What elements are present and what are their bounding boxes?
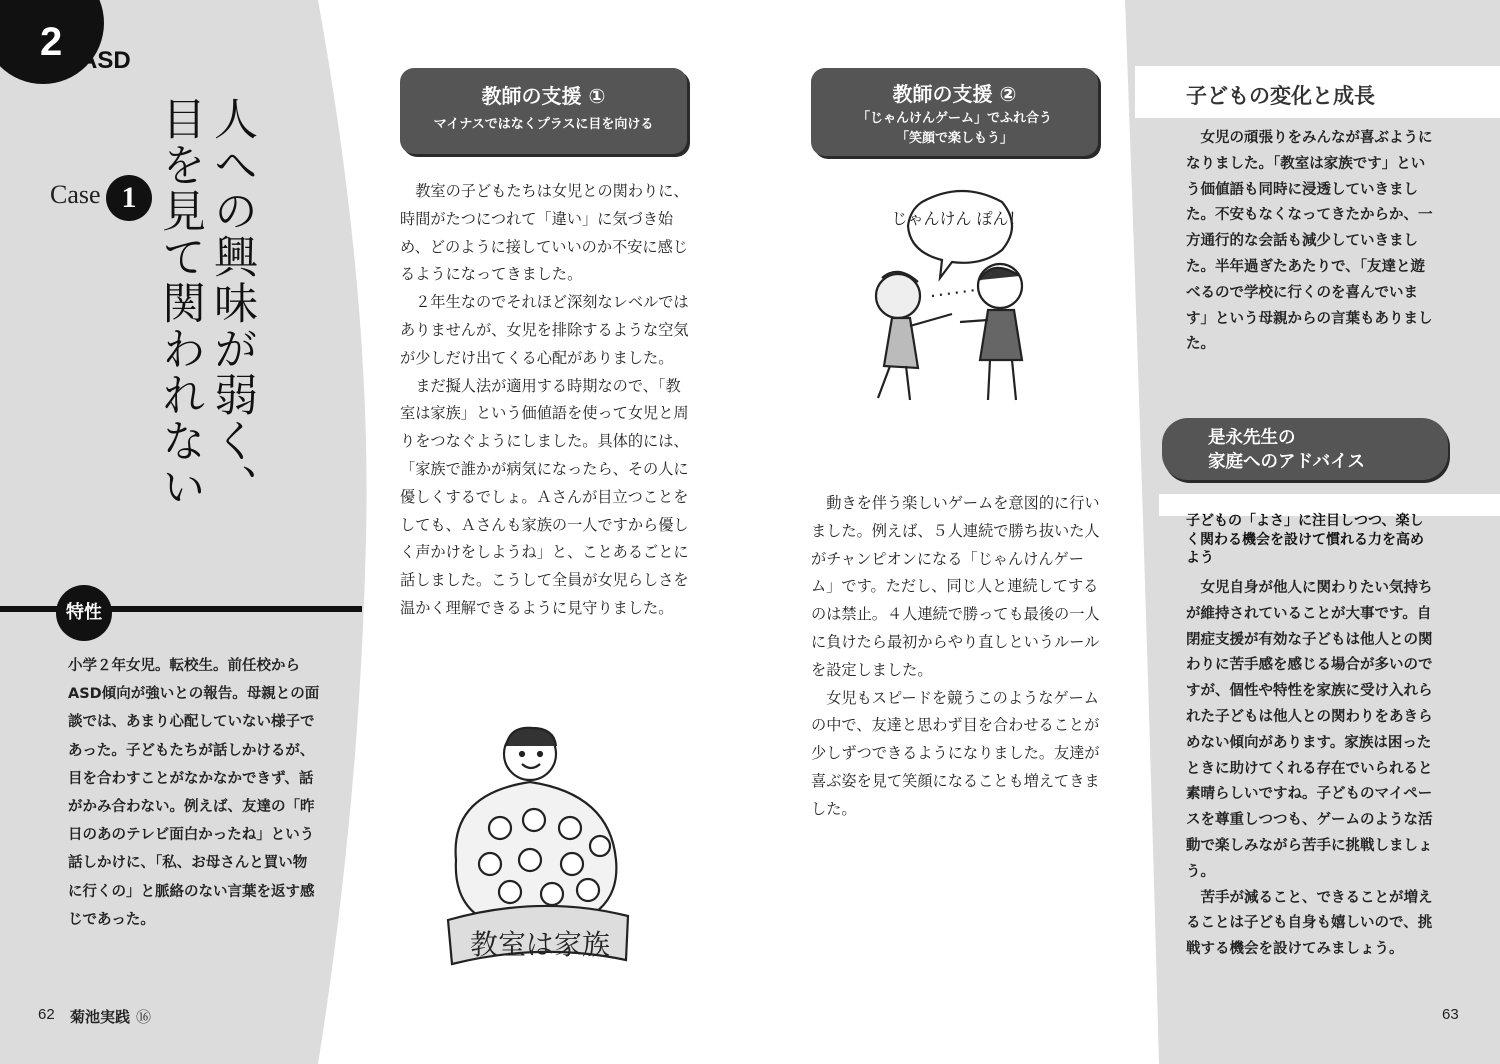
support1-subtitle: マイナスではなくプラスに目を向ける <box>433 117 654 132</box>
support1-paragraph: ２年生なのでそれほど深刻なレベルではありませんが、女児を排除するような空気が少しだけ出てくる心配がありました。 <box>400 293 689 367</box>
page-title-line2: 目を見て関われない <box>154 96 205 510</box>
speech-bubble-text: じゃんけん ぽん！ <box>891 209 1025 228</box>
support2-title: 教師の支援 ② <box>892 82 1017 106</box>
growth-text <box>1186 126 1434 358</box>
support1-body <box>400 178 690 623</box>
illustration-family-label: 教室は家族 <box>469 928 611 961</box>
page-title-line1: 人への興味が弱く、 <box>206 96 257 510</box>
page-number-right: 63 <box>1442 1006 1459 1023</box>
advice-title <box>1208 426 1365 474</box>
advice-lead: 子どもの「よさ」に注目しつつ、楽しく関わる機会を設けて慣れる力を高めよう <box>1186 513 1424 566</box>
support2-paragraph: 女児もスピードを競うこのようなゲームの中で、友達と思わず目を合わせることが少しずつできるようになりました。友達が喜ぶ姿を見て笑顔になることも増えてきました。 <box>811 688 1100 818</box>
support2-body <box>811 490 1101 824</box>
janken-illustration <box>862 186 1062 416</box>
trait-badge: 特性 <box>56 585 112 641</box>
growth-paragraph: 女児の頑張りをみんなが喜ぶようになりました。「教室は家族です」という価値語も同時に浸透していきました。不安もなくなってきたからか、一方通行的な会話も減少していきました。半年過ぎたあたりで、「友達と遊べるので学校に行くのを喜んでいます」という母親からの言葉もありました。 <box>1186 130 1433 353</box>
case-number: 1 <box>106 175 152 221</box>
support2-subtitle-line2: 「笑顔で楽しもう」 <box>895 131 1013 146</box>
support1-paragraph: 教室の子どもたちは女児との関わりに、時間がたつにつれて「違い」に気づき始め、どのように接していいのか不安に感じるようになってきました。 <box>400 182 689 284</box>
page-number-left: 62 <box>38 1006 55 1023</box>
family-classroom-illustration <box>440 724 640 968</box>
support2-subtitle-line1: 「じゃんけんゲーム」でふれ合う <box>856 111 1052 126</box>
support1-title: 教師の支援 ① <box>481 84 606 108</box>
footer-mark: ⑯ <box>136 1009 152 1026</box>
advice-heading-box <box>1162 418 1448 480</box>
advice-body <box>1186 576 1434 963</box>
trait-divider <box>0 606 362 612</box>
advice-title-line1: 是永先生の <box>1208 428 1296 448</box>
chapter-tag: ASD <box>80 47 131 74</box>
growth-heading: 子どもの変化と成長 <box>1186 84 1375 108</box>
support1-box <box>400 68 687 154</box>
case-label: Case <box>50 180 101 209</box>
advice-paragraph: 苦手が減ること、できることが増えることは子ども自身も嬉しいので、挑戦する機会を設けてみましょう。 <box>1186 889 1433 958</box>
support2-paragraph: 動きを伴う楽しいゲームを意図的に行いました。例えば、５人連続で勝ち抜いた人がチャンピオンになる「じゃんけんゲーム」です。ただし、同じ人と連続してするのは禁止。４人連続で勝っても最後の一人に負けたら最初からやり直しというルールを設定しました。 <box>811 494 1100 679</box>
advice-title-line2: 家庭へのアドバイス <box>1208 452 1365 472</box>
support2-box <box>811 68 1098 156</box>
trait-description: 小学２年女児。転校生。前任校からASD傾向が強いとの報告。母親との面談では、あまり心配していない様子であった。子どもたちが話しかけるが、目を合わすことがなかなかできず、話がかみ合わない。例えば、友達の「昨日のあのテレビ面白かったね」という話しかけに、「私、お母さんと買い物に行くの」と脈絡のない言葉を返す感じであった。 <box>68 658 320 928</box>
footer-label: 菊池実践 <box>70 1009 131 1026</box>
support1-paragraph: まだ擬人法が適用する時期なので、「教室は家族」という価値語を使って女児と周りをつなぐようにしました。具体的には、「家族で誰かが病気になったら、その人に優しくするでしょ。Ａさんが目立つことをしても、Ａさんも家族の一人ですから優しく声かけをしようね」と、ことあるごとに話しました。こうして全員が女児らしさを温かく理解できるように見守りました。 <box>400 376 689 617</box>
advice-paragraph: 女児自身が他人に関わりたい気持ちが維持されていることが大事です。自閉症支援が有効な子どもは他人との関わりに苦手感を感じる場合が多いのですが、個性や特性を家族に受け入れられた子どもは他人との関わりをあきらめない傾向があります。家族は困ったときに助けてくれる存在でいられると素晴らしいですね。子どものマイペースを尊重しつつも、ゲームのような活動で楽しみながら苦手に挑戦しましょう。 <box>1186 580 1433 880</box>
chapter-number: 2 <box>40 20 63 64</box>
